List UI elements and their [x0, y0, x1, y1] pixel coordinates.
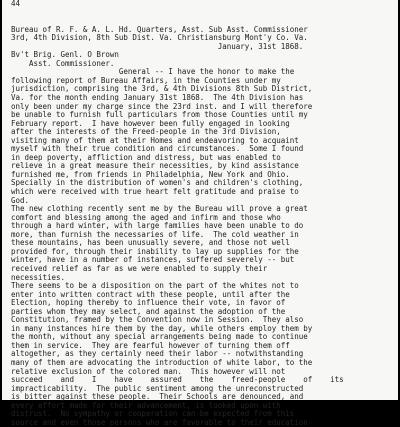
- text-line: enter into written contract with these people, until after the: [11, 289, 290, 299]
- text-line: Bureau of R. F. & A. L. Hd. Quarters, Asst. Sub Asst. Commissioner: [11, 24, 308, 34]
- text-line: myself with their true condition and circumstances. Some I found: [11, 144, 304, 154]
- text-line: visiting many of them at their Homes and endeavoring to acquaint: [11, 135, 299, 145]
- text-line: comfort and blessing among the aged and infirm and those who: [11, 212, 281, 222]
- text-line: Election, hoping thereby to influence their vote, in favor of: [11, 298, 286, 308]
- text-line: jurisdiction, comprising the 3rd, & 4th Divisions 8th Sub District,: [11, 84, 313, 94]
- text-line: relative exclusion of the colored man. This however will not: [11, 366, 286, 376]
- text-line: source and even those persons who are favorable to their education: [11, 417, 308, 427]
- text-line: in deep poverty, affliction and distress, but was enabled to: [11, 152, 281, 162]
- text-line: parties whom they may select, and against the adoption of the: [11, 306, 286, 316]
- text-line: relieve in a great measure their necessities, by kind assistance: [11, 161, 299, 171]
- text-line: is bitter against these people. Their Schools are denounced, and: [11, 392, 304, 402]
- text-line: Specially in the distribution of women's and children's clothing,: [11, 178, 304, 188]
- document-text: [11, 0, 395, 427]
- text-line: altogether, as they certainly need their labor -- notwithstanding: [11, 349, 304, 359]
- text-line: impracticability. The public sentiment among the unreconstructed: [11, 383, 304, 393]
- text-line: winter, have in a number of instances, suffered severely -- but: [11, 255, 295, 265]
- page-number: 44: [11, 0, 20, 8]
- text-line: General -- I have the honor to make the: [11, 67, 295, 77]
- text-line: every effort made for their advancement, is looked upon with: [11, 400, 281, 410]
- text-line: Va. for the month ending January 31st 1868. The 4th Division has: [11, 93, 304, 103]
- text-line: Asst. Commissioner.: [11, 58, 115, 68]
- text-line: provided for, through their inability to lay up supplies for the: [11, 246, 299, 256]
- text-line: Constitution, framed by the Convention now in Session. They also: [11, 315, 304, 325]
- text-line: many of them are advocating the introduction of white labor, to the: [11, 357, 313, 367]
- text-line: more, than furnish the necessaries of life. The cold weather in: [11, 229, 299, 239]
- text-line: furnished me, from friends in Philadelphia, New York and Ohio.: [11, 169, 290, 179]
- text-line: January, 31st 1868.: [11, 41, 304, 51]
- text-line: which were received with true heart felt gratitude and praise to: [11, 187, 299, 197]
- text-line: only been under my charge since the 23rd inst. and I will therefore: [11, 101, 313, 111]
- text-line: in many instances hire them by the day, while others employ them by: [11, 323, 313, 333]
- text-line: distrust. No sympathy or cooperation can be expected from this: [11, 409, 295, 419]
- text-line: these mountains, has been unusually severe, and those not well: [11, 238, 290, 248]
- text-line: Bv't Brig. Genl. O Brown: [11, 50, 119, 60]
- text-line: 3rd, 4th Division, 8th Sub Dist. Va. Christiansburg Mont'y Co. Va.: [11, 33, 308, 43]
- document-page: [2, 0, 398, 427]
- text-line: after the interests of the Freed-people in the 3rd Division,: [11, 127, 281, 137]
- text-line: be unable to furnish full particulars from those Counties until my: [11, 110, 308, 120]
- text-line: succeed and I have assured the freed-people of its: [11, 375, 344, 385]
- text-line: them in service. They are fearful however of turning them off: [11, 340, 290, 350]
- text-line: following report of Bureau Affairs, in the Counties under my: [11, 75, 281, 85]
- text-line: [11, 9, 395, 18]
- text-line: necessities.: [11, 272, 65, 282]
- text-line: February report. I have however been fully engaged in looking: [11, 118, 290, 128]
- text-line: There seems to be a disposition on the part of the whites not to: [11, 281, 299, 291]
- text-line: the month, without any special arrangements being made to continue: [11, 332, 308, 342]
- text-line: through a hard winter, with large families have been unable to do: [11, 221, 304, 231]
- text-line: The new clothing recently sent me by the Bureau will prove a great: [11, 204, 308, 214]
- text-line: God.: [11, 195, 29, 205]
- text-line: received relief as far as we were enabled to supply their: [11, 263, 268, 273]
